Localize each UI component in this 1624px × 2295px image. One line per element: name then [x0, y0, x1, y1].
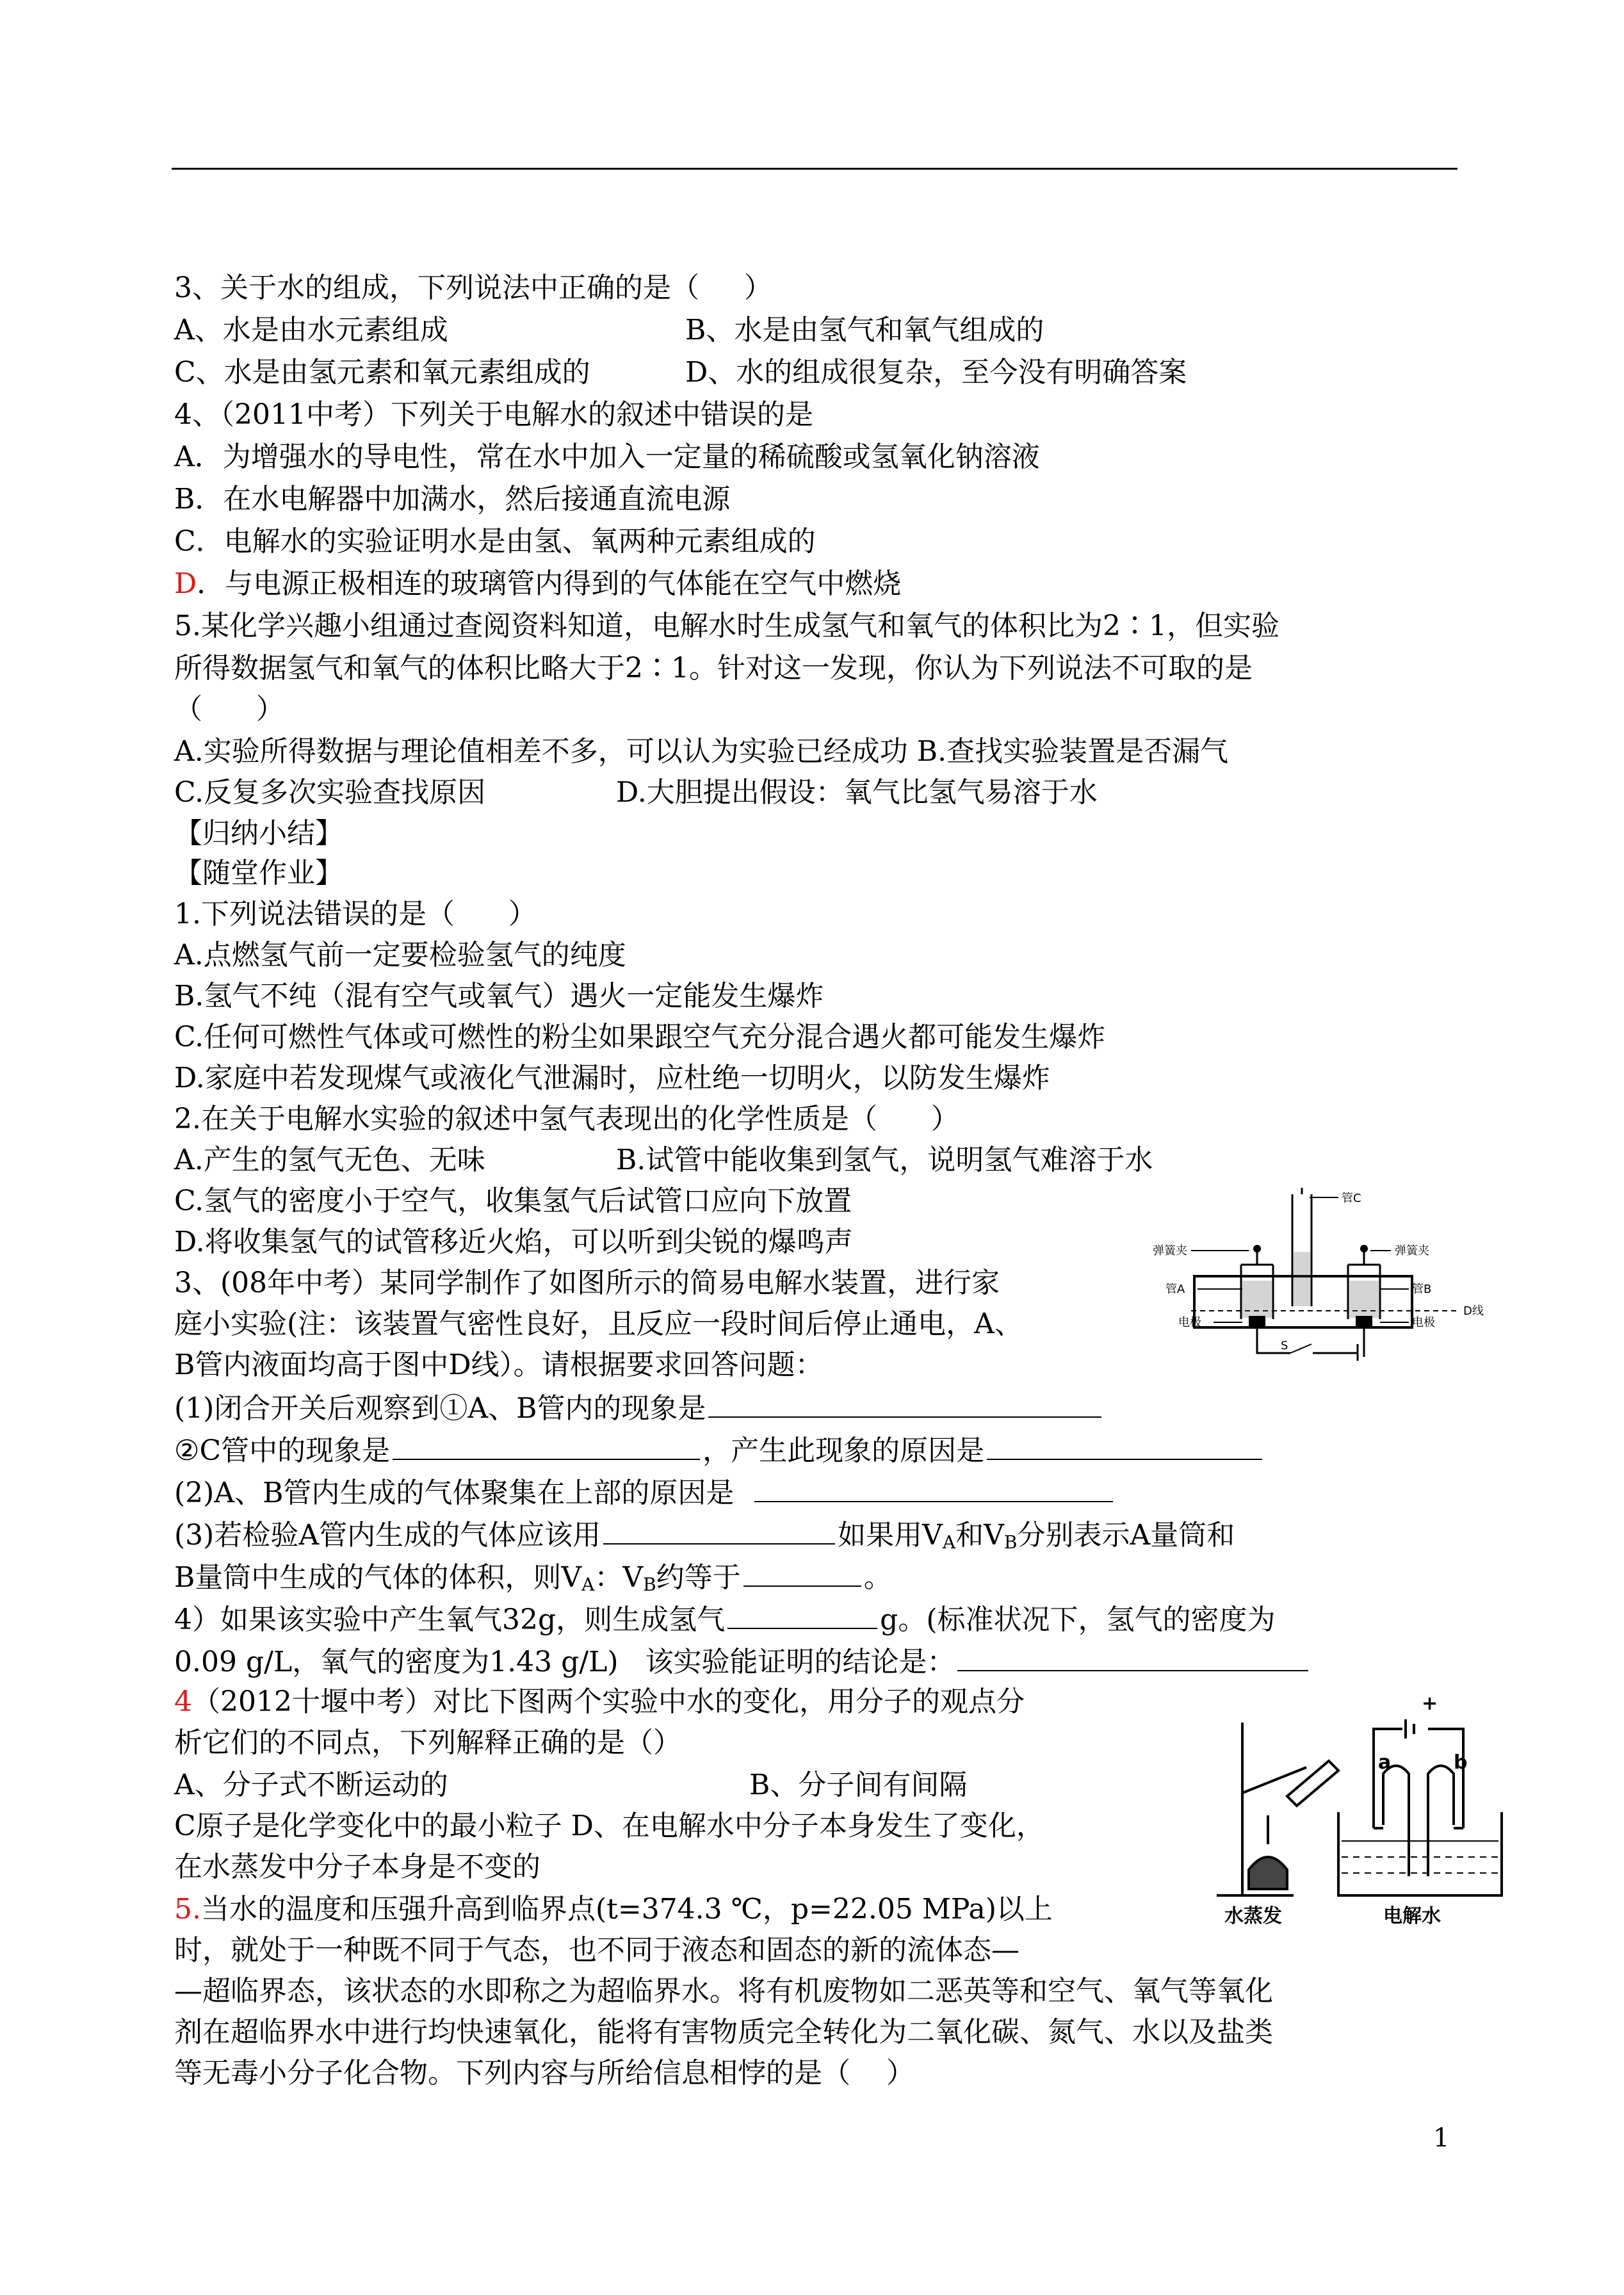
h2-option-b: B.试管中能收集到氢气，说明氢气难溶于水: [616, 1144, 1153, 1176]
subscript-b: B: [1003, 1532, 1018, 1553]
h1-option-b: B.氢气不纯（混有空气或氧气）遇火一定能发生爆炸: [174, 980, 824, 1012]
q5-option-c: C.反复多次实验查找原因: [174, 776, 486, 809]
q5-option-ab: A.实验所得数据与理论值相差不多，可以认为实验已经成功 B.查找实验装置是否漏气: [174, 735, 1229, 768]
h3-stem-line1: 3、(08年中考）某同学制作了如图所示的简易电解水装置，进行家: [174, 1267, 1000, 1299]
answer-blank[interactable]: [754, 1473, 1113, 1502]
h4-stem-line1: [174, 1683, 1025, 1721]
h5-number: 5.: [174, 1893, 201, 1926]
h3-part4-text-d: 分别表示A量筒和: [1017, 1519, 1235, 1552]
h3-part6-text-a: 4）如果该实验中产生氧气32g，则生成氢气: [174, 1603, 726, 1636]
h4-option-b: B、分子间有间隔: [749, 1769, 968, 1801]
h1-stem: 1.下列说法错误的是（ ）: [174, 898, 537, 930]
h3-part1: [174, 1388, 1104, 1428]
h3-part7-text: 0.09 g/L，氧气的密度为1.43 g/L) 该实验能证明的结论是：: [174, 1646, 955, 1678]
subscript-a: A: [942, 1532, 956, 1553]
h3-part5-text-a: B量筒中生成的气体的体积，则V: [174, 1561, 582, 1594]
evaporation-electrolysis-figure: [1210, 1684, 1511, 1927]
q3-option-b: B、水是由氢气和氧气组成的: [685, 314, 1044, 346]
label-clip-left: 弹簧夹: [1153, 1244, 1187, 1258]
h3-part5: [174, 1557, 892, 1604]
answer-blank[interactable]: [957, 1642, 1308, 1671]
q5-stem-line3: （ ）: [174, 693, 284, 726]
answer-blank[interactable]: [727, 1600, 877, 1629]
h3-part4-text-a: (3)若检验A管内生成的气体应该用: [174, 1519, 601, 1552]
h5-line1-text: 当水的温度和压强升高到临界点(t=374.3 ℃，p=22.05 MPa)以上: [200, 1893, 1053, 1926]
h3-part2: [174, 1431, 1265, 1470]
h3-part1-text: (1)闭合开关后观察到①A、B管内的现象是: [174, 1392, 706, 1425]
q4-option-d: [174, 565, 901, 603]
h4-option-a: A、分子式不断运动的: [174, 1769, 448, 1801]
h3-part3-text: (2)A、B管内生成的气体聚集在上部的原因是: [174, 1477, 735, 1509]
subscript-a: A: [581, 1574, 595, 1595]
h5-line4: 剂在超临界水中进行均快速氧化，能将有害物质完全转化为二氧化碳、氮气、水以及盐类: [174, 2016, 1273, 2048]
h3-stem-line2: 庭小实验(注：该装置气密性良好，且反应一段时间后停止通电，A、: [174, 1308, 1023, 1340]
h3-part3: [174, 1473, 1116, 1512]
homework-heading: 【随堂作业】: [174, 857, 343, 889]
label-clip-right: 弹簧夹: [1395, 1244, 1429, 1258]
answer-blank[interactable]: [603, 1515, 835, 1545]
q4-option-c: C．电解水的实验证明水是由氢、氧两种元素组成的: [174, 525, 816, 558]
label-tube-a: a: [1378, 1751, 1392, 1774]
label-electrode-left: 电极: [1178, 1316, 1201, 1329]
h5-line3: —超临界态，该状态的水即称之为超临界水。将有机废物如二恶英等和空气、氧气等氧化: [174, 1975, 1273, 2007]
q3-stem: 3、关于水的组成，下列说法中正确的是（ ）: [174, 272, 772, 304]
h5-line1: [174, 1890, 1053, 1929]
q4-option-a: A．为增强水的导电性，常在水中加入一定量的稀硫酸或氢氧化钠溶液: [174, 441, 1040, 473]
label-evaporation: 水蒸发: [1224, 1905, 1282, 1927]
answer-blank[interactable]: [393, 1431, 700, 1460]
label-tube-b: b: [1454, 1751, 1468, 1774]
electrolysis-apparatus-figure: [1153, 1188, 1518, 1364]
q4-option-d-text: ．与电源正极相连的玻璃管内得到的气体能在空气中燃烧: [197, 567, 902, 600]
h3-part2-text-a: ②C管中的现象是: [174, 1434, 391, 1467]
h3-part5-text-d: 。: [863, 1561, 892, 1594]
h2-option-a: A.产生的氢气无色、无味: [174, 1144, 485, 1176]
q3-option-d: D、水的组成很复杂，至今没有明确答案: [685, 356, 1187, 389]
h3-part4-text-c: 和V: [955, 1519, 1004, 1552]
h5-line2: 时，就处于一种既不同于气态，也不同于液态和固态的新的流体态—: [174, 1934, 1019, 1967]
q3-option-a: A、水是由水元素组成: [174, 314, 448, 346]
subscript-b: B: [643, 1574, 656, 1595]
q5-option-d: D.大胆提出假设：氧气比氢气易溶于水: [616, 776, 1098, 809]
label-tube-b: 管B: [1412, 1283, 1432, 1296]
q4-option-b: B．在水电解器中加满水，然后接通直流电源: [174, 483, 731, 515]
label-electrolysis: 电解水: [1383, 1905, 1441, 1927]
label-tube-a: 管A: [1165, 1283, 1185, 1296]
q3-option-c: C、水是由氢元素和氧元素组成的: [174, 356, 590, 389]
h4-stem-text: （2012十堰中考）对比下图两个实验中水的变化，用分子的观点分: [192, 1685, 1025, 1718]
label-d-line: D线: [1463, 1304, 1484, 1318]
h1-option-a: A.点燃氢气前一定要检验氢气的纯度: [174, 939, 626, 971]
h3-part7: [174, 1642, 1311, 1682]
h5-line5: 等无毒小分子化合物。下列内容与所给信息相悖的是（ ）: [174, 2057, 914, 2089]
h3-part6-text-b: g。(标准状况下，氢气的密度为: [880, 1603, 1276, 1636]
q4-stem: 4、（2011中考）下列关于电解水的叙述中错误的是: [174, 398, 813, 431]
answer-blank[interactable]: [987, 1431, 1262, 1460]
h2-stem: 2.在关于电解水实验的叙述中氢气表现出的化学性质是（ ）: [174, 1103, 959, 1135]
h2-option-d: D.将收集氢气的试管移近火焰，可以听到尖锐的爆鸣声: [174, 1226, 853, 1258]
summary-heading: 【归纳小结】: [174, 817, 343, 850]
h1-option-c: C.任何可燃性气体或可燃性的粉尘如果跟空气充分混合遇火都可能发生爆炸: [174, 1021, 1106, 1053]
h3-part5-text-c: 约等于: [656, 1561, 741, 1594]
h3-stem-line3: B管内液面均高于图中D线）。请根据要求回答问题：: [174, 1349, 824, 1381]
label-plus: +: [1422, 1692, 1438, 1715]
q4-option-d-letter: D: [174, 567, 197, 600]
h4-option-d-cont: 在水蒸发中分子本身是不变的: [174, 1851, 540, 1883]
label-tube-c: 管C: [1342, 1192, 1361, 1205]
h3-part4: [174, 1515, 1235, 1562]
h3-part5-text-b: ：V: [594, 1561, 644, 1594]
answer-blank[interactable]: [708, 1388, 1101, 1418]
q5-stem-line1: 5.某化学兴趣小组通过查阅资料知道，电解水时生成氢气和氧气的体积比为2∶1，但实验: [174, 610, 1279, 642]
h3-part4-text-b: 如果用V: [838, 1519, 943, 1552]
h4-number: 4: [174, 1685, 192, 1718]
h4-stem-line2: 析它们的不同点，下列解释正确的是（）: [174, 1726, 681, 1759]
header-rule: [172, 168, 1458, 170]
h1-option-d: D.家庭中若发现煤气或液化气泄漏时，应杜绝一切明火，以防发生爆炸: [174, 1062, 1050, 1094]
label-electrode-right: 电极: [1412, 1316, 1435, 1329]
h3-part6: [174, 1600, 1276, 1639]
q5-stem-line2: 所得数据氢气和氧气的体积比略大于2∶1。针对这一发现，你认为下列说法不可取的是: [174, 652, 1253, 685]
h3-part2-text-b: ，产生此现象的原因是: [702, 1434, 985, 1467]
page-number: 1: [1433, 2123, 1450, 2153]
h4-options-cd: C原子是化学变化中的最小粒子 D、在电解水中分子本身发生了变化，: [174, 1810, 1044, 1842]
answer-blank[interactable]: [743, 1557, 861, 1587]
h2-option-c: C.氢气的密度小于空气，收集氢气后试管口应向下放置: [174, 1185, 852, 1217]
label-switch: S: [1281, 1339, 1288, 1352]
